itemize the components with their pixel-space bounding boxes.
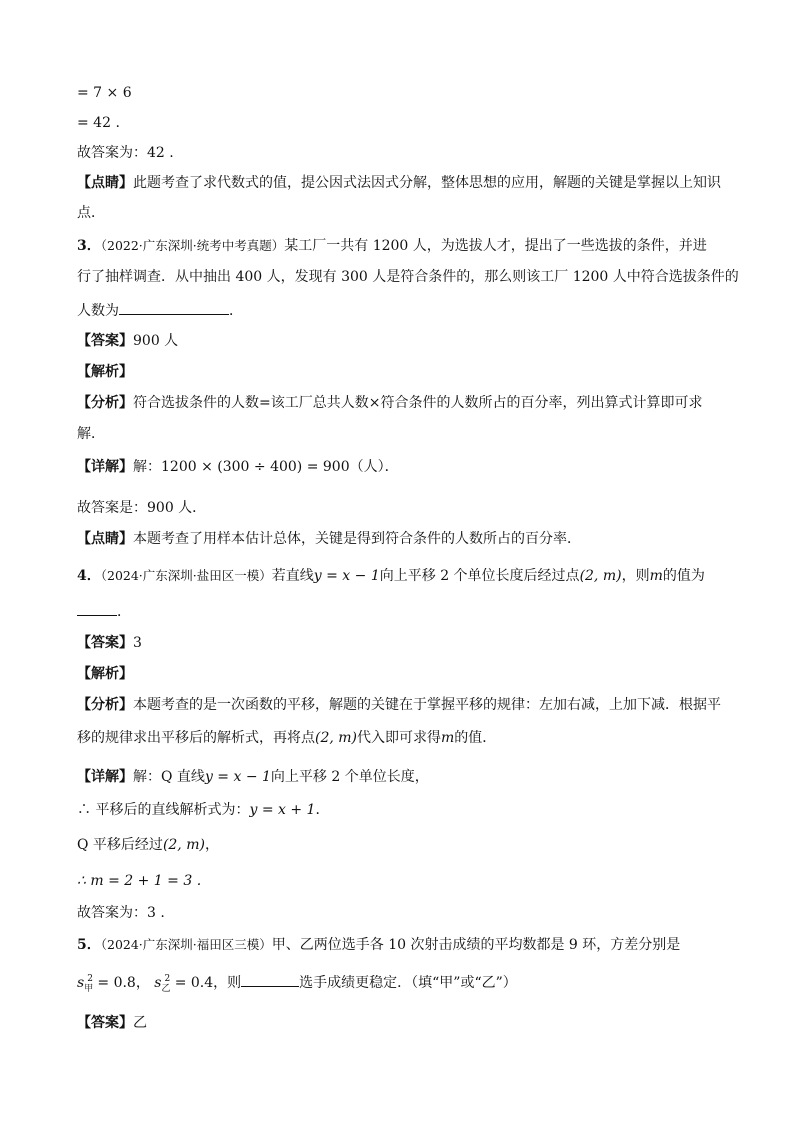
math-expression: (2, m) <box>315 730 358 746</box>
question-stem: 行了抽样调查．从中抽出 400 人，发现有 300 人是符合条件的，那么则该工厂 1200 人中符合选拔条件的 <box>77 269 739 285</box>
question-stem: 的值为 <box>662 568 705 584</box>
answer-text: 故答案为：42 . <box>77 145 174 161</box>
question-number: 3． <box>77 238 101 254</box>
q5-stem-line-2 <box>77 972 714 994</box>
math-variable: m <box>649 568 663 584</box>
answer-tag: 【答案】 <box>77 333 133 349</box>
q3-jiexi <box>77 363 714 381</box>
answer-blank[interactable] <box>119 300 229 315</box>
conclusion-text: 故答案是：900 人． <box>77 500 207 516</box>
answer-blank[interactable] <box>77 601 117 616</box>
answer-line <box>77 144 714 162</box>
q3-conclusion <box>77 499 714 517</box>
answer-value: 乙 <box>133 1015 147 1031</box>
analysis-text: 本题考查的是一次函数的平移，解题的关键在于掌握平移的规律：左加右减，上加下减．根据平 <box>133 697 721 713</box>
q5-answer-line <box>77 1014 714 1032</box>
math-expression: ∴ m = 2 + 1 = 3 . <box>77 873 202 889</box>
q4-detail-line-4 <box>77 872 714 890</box>
analysis-tag: 【分析】 <box>77 395 133 411</box>
question-source: （2024·广东深圳·福田区三模） <box>100 937 272 952</box>
separator: ， <box>135 975 150 991</box>
detail-text: 解：Q 直线 <box>133 769 205 785</box>
detail-text: 向上平移 2 个单位长度， <box>270 769 429 785</box>
variance-yi-value: = 0.4 <box>174 975 214 991</box>
math-expression: y = x − 1 <box>204 769 271 785</box>
q3-dianjing <box>77 530 714 548</box>
detail-tag: 【详解】 <box>77 769 133 785</box>
dianjing-text: 本题考查了用样本估计总体，关键是得到符合条件的人数所占的百分率． <box>133 531 581 547</box>
math-expression: (2, m) <box>162 837 205 853</box>
detail-text: ． <box>315 802 330 818</box>
question-stem-end: ． <box>229 303 243 319</box>
question-source: （2022·广东深圳·统考中考真题） <box>100 238 285 253</box>
question-stem: 某工厂一共有 1200 人，为选拔人才，提出了一些选拔的条件，并进 <box>284 238 707 254</box>
q3-stem-line-3 <box>77 300 714 320</box>
variance-jia: $s_甲^2$ <box>77 974 94 994</box>
question-source: （2024·广东深圳·盐田区一模） <box>100 568 272 583</box>
analysis-text: 解． <box>77 426 105 442</box>
q3-answer-line <box>77 332 714 350</box>
q3-analysis-line-2 <box>77 425 714 443</box>
dianjing-tag: 【点睛】 <box>77 175 133 191</box>
question-stem: 人数为 <box>77 303 119 319</box>
conclusion-text: 故答案为：3 . <box>77 905 165 921</box>
dianjing-line <box>77 174 721 192</box>
q5-stem-line-1 <box>77 936 714 954</box>
q4-analysis-line-2 <box>77 729 714 747</box>
math-expression: (2, m) <box>579 568 622 584</box>
calc-line-2 <box>77 114 714 132</box>
calc-result: = 42 . <box>77 115 120 131</box>
q3-stem-line-1 <box>77 237 714 255</box>
detail-text: Q 平移后经过 <box>77 837 163 853</box>
detail-text: ∴ 平移后的直线解析式为： <box>77 802 250 818</box>
q3-analysis-line-1 <box>77 394 714 412</box>
q4-conclusion <box>77 904 714 922</box>
q4-stem-line-2 <box>77 601 714 621</box>
q4-analysis-line-1 <box>77 696 721 714</box>
answer-tag: 【答案】 <box>77 1015 133 1031</box>
q4-jiexi <box>77 665 714 683</box>
dianjing-text-end: 点． <box>77 205 105 221</box>
math-variable: m <box>441 730 455 746</box>
calc-step: = 7 × 6 <box>77 85 132 101</box>
detail-text: ， <box>204 837 219 853</box>
math-expression: y = x + 1 <box>249 802 316 818</box>
answer-value: 3 <box>133 635 142 651</box>
detail-tag: 【详解】 <box>77 459 133 475</box>
answer-tag: 【答案】 <box>77 635 133 651</box>
jiexi-tag: 【解析】 <box>77 364 133 380</box>
q4-detail-line-2 <box>77 801 714 819</box>
dianjing-tag: 【点睛】 <box>77 531 133 547</box>
answer-blank[interactable] <box>241 972 299 987</box>
jiexi-tag: 【解析】 <box>77 666 133 682</box>
dianjing-text: 此题考查了求代数式的值，提公因式法因式分解，整体思想的应用，解题的关键是掌握以上知识 <box>133 175 721 191</box>
analysis-text: 移的规律求出平移后的解析式，再将点 <box>77 730 315 746</box>
q4-stem-line-1 <box>77 567 714 585</box>
question-number: 5． <box>77 937 101 953</box>
question-stem: 甲、乙两位选手各 10 次射击成绩的平均数都是 9 环，方差分别是 <box>271 937 681 953</box>
question-stem-end: ． <box>117 604 131 620</box>
q4-detail-line-1 <box>77 768 714 786</box>
variance-jia-value: = 0.8 <box>97 975 136 991</box>
q4-detail-line-3 <box>77 836 714 854</box>
detail-text: 解：1200 × (300 ÷ 400) = 900（人）． <box>133 459 399 475</box>
math-expression: y = x − 1 <box>313 568 380 584</box>
analysis-text: 的值． <box>454 730 497 746</box>
question-stem: ，则 <box>621 568 650 584</box>
variance-yi: $s_乙^2$ <box>154 974 171 994</box>
analysis-tag: 【分析】 <box>77 697 133 713</box>
question-stem: 向上平移 2 个单位长度后经过点 <box>379 568 580 584</box>
question-stem: 若直线 <box>271 568 314 584</box>
dianjing-line-2 <box>77 204 714 222</box>
question-stem: ，则 <box>213 975 242 991</box>
analysis-text: 代入即可求得 <box>357 730 442 746</box>
question-stem: 选手成绩更稳定．（填“甲”或“乙”） <box>299 975 517 991</box>
analysis-text: 符合选拔条件的人数=该工厂总共人数×符合条件的人数所占的百分率，列出算式计算即可求 <box>133 395 703 411</box>
q3-stem-line-2 <box>77 268 739 286</box>
q3-detail-line <box>77 458 714 476</box>
calc-line-1 <box>77 84 714 102</box>
answer-value: 900 人 <box>133 333 179 349</box>
question-number: 4． <box>77 568 101 584</box>
q4-answer-line <box>77 634 714 652</box>
